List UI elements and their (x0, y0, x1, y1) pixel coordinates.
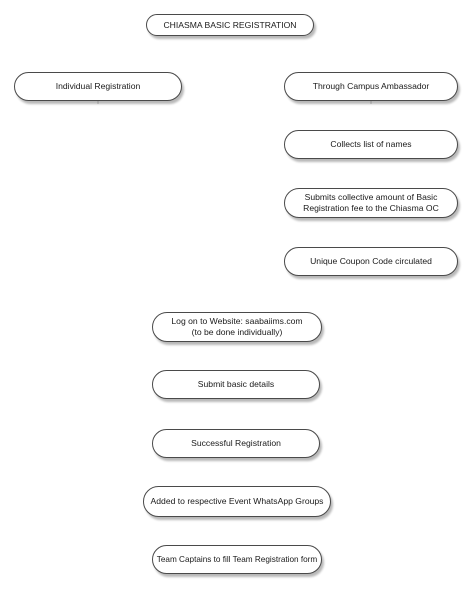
campus-ambassador-node (284, 72, 458, 101)
submit-details-text: Submit basic details (197, 379, 275, 389)
logon-website-line1: Log on to Website: saabaiims.com (171, 316, 303, 326)
title-node (146, 14, 314, 36)
submits-fee-line2: Registration fee to the Chiasma OC (303, 203, 439, 213)
submits-fee-line1: Submits collective amount of Basic (304, 192, 438, 202)
whatsapp-groups-node (143, 486, 331, 517)
successful-registration-text: Successful Registration (191, 438, 281, 448)
coupon-code-node (284, 247, 458, 276)
logon-website-line2: (to be done individually) (191, 327, 283, 337)
submits-fee-node (284, 188, 458, 218)
successful-registration-node (152, 429, 320, 458)
whatsapp-groups-text: Added to respective Event WhatsApp Groups (150, 496, 324, 506)
team-registration-node (152, 545, 322, 574)
logon-website-node (152, 312, 322, 342)
individual-registration-text: Individual Registration (55, 81, 141, 91)
collects-names-node (284, 130, 458, 159)
team-registration-text: Team Captains to fill Team Registration form (156, 555, 318, 564)
campus-ambassador-text: Through Campus Ambassador (312, 81, 430, 91)
submit-details-node (152, 370, 320, 399)
individual-registration-node (14, 72, 182, 101)
title-text: CHIASMA BASIC REGISTRATION (163, 19, 297, 30)
coupon-code-text: Unique Coupon Code circulated (310, 256, 432, 266)
collects-names-text: Collects list of names (330, 139, 412, 149)
